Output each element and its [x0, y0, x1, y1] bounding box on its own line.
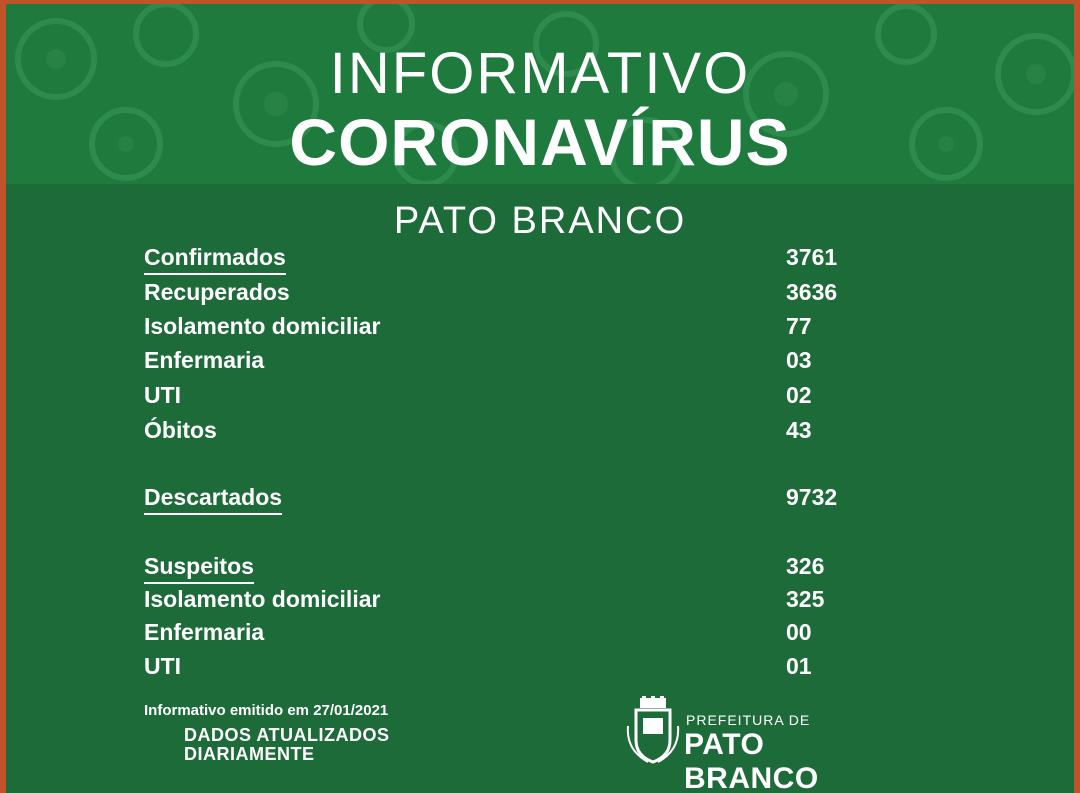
issued-date: Informativo emitido em 27/01/2021 — [144, 702, 389, 719]
stat-row — [144, 586, 884, 616]
stat-label: Enfermaria — [144, 619, 265, 645]
daily-line-1: DADOS ATUALIZADOS — [184, 725, 390, 745]
stat-row — [144, 653, 884, 683]
stat-label: Isolamento domiciliar — [144, 586, 381, 612]
header-banner — [6, 4, 1074, 184]
stat-row — [144, 347, 884, 377]
stat-row — [144, 382, 884, 412]
stat-row — [144, 417, 884, 447]
stat-row — [144, 279, 884, 309]
stat-label: Óbitos — [144, 417, 217, 443]
stat-value: 03 — [786, 347, 812, 373]
stat-label: Isolamento domiciliar — [144, 313, 381, 339]
stat-value: 77 — [786, 313, 812, 339]
stat-label: Descartados — [144, 484, 282, 515]
stat-value: 00 — [786, 619, 812, 645]
logo-big-text: PATO BRANCO — [684, 728, 819, 793]
stat-row — [144, 244, 884, 274]
stat-value: 9732 — [786, 484, 838, 510]
stat-value: 3636 — [786, 279, 838, 305]
stat-value: 3761 — [786, 244, 838, 270]
title-coronavirus: CORONAVÍRUS — [289, 105, 791, 179]
title-informativo: INFORMATIVO — [329, 41, 751, 106]
stat-label: Enfermaria — [144, 347, 265, 373]
stat-value: 326 — [786, 553, 825, 579]
city-crest-icon — [626, 696, 680, 766]
daily-line-2: DIARIAMENTE — [184, 744, 315, 764]
stat-value: 02 — [786, 382, 812, 408]
infographic-card — [6, 4, 1074, 793]
logo-small-text: PREFEITURA DE — [686, 712, 811, 728]
city-name: PATO BRANCO — [393, 200, 687, 242]
daily-update-note — [184, 726, 390, 764]
stat-label: Confirmados — [144, 244, 286, 275]
stat-label: UTI — [144, 653, 182, 679]
stat-value: 01 — [786, 653, 812, 679]
stat-row — [144, 619, 884, 649]
stat-label: Recuperados — [144, 279, 290, 305]
stat-row — [144, 484, 884, 514]
stat-row — [144, 313, 884, 343]
stat-label: Suspeitos — [144, 553, 254, 584]
prefeitura-logo — [626, 696, 906, 793]
stat-row — [144, 553, 884, 583]
stat-value: 43 — [786, 417, 812, 443]
stat-value: 325 — [786, 586, 825, 612]
stat-label: UTI — [144, 382, 182, 408]
